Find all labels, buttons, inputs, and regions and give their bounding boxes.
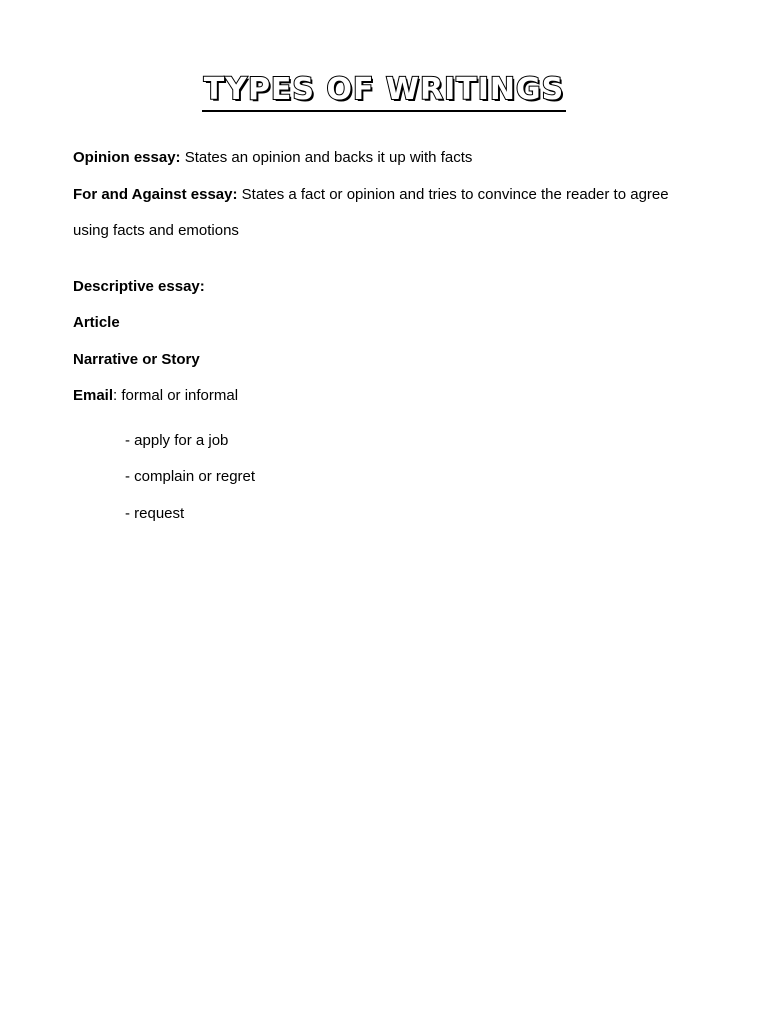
item-desc: using facts and emotions: [73, 222, 239, 239]
item-term: For and Against essay:: [73, 186, 238, 203]
item-term: Descriptive essay:: [73, 278, 205, 295]
item-narrative-or-story: [73, 350, 200, 370]
page-title-text: TYPES OF WRITINGS: [202, 72, 566, 112]
email-subitem: - complain or regret: [125, 468, 256, 485]
item-term: Narrative or Story: [73, 351, 200, 368]
item-desc: : formal or informal: [113, 387, 239, 404]
item-for-and-against-continuation: [73, 221, 239, 241]
item-email: [73, 386, 238, 406]
email-subitem: - request: [125, 505, 185, 522]
item-opinion-essay: [73, 148, 472, 168]
item-desc: States a fact or opinion and tries to convince the reader to agree: [237, 186, 669, 203]
item-article: [73, 313, 120, 333]
email-subitem: - apply for a job: [125, 432, 229, 449]
item-for-and-against-essay: [73, 185, 669, 205]
page-title: [0, 70, 768, 112]
item-term: Opinion essay:: [73, 149, 181, 166]
item-desc: States an opinion and backs it up with facts: [180, 149, 473, 166]
item-descriptive-essay: [73, 277, 205, 297]
item-term: Article: [73, 314, 120, 331]
item-term: Email: [73, 387, 114, 404]
